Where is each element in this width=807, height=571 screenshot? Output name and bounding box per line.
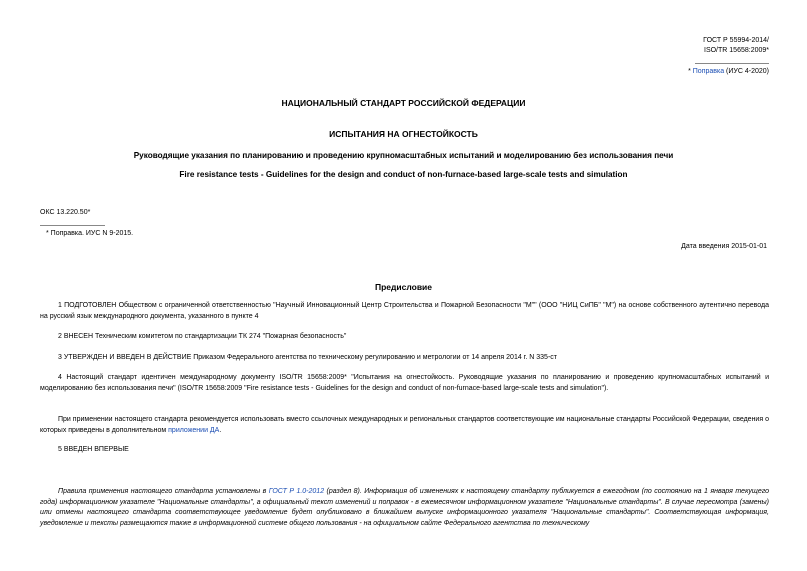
standard-code-gost: ГОСТ Р 55994-2014/ (703, 37, 769, 44)
amendment-link[interactable]: Поправка (692, 68, 725, 75)
foreword-paragraph-6: 5 ВВЕДЕН ВПЕРВЫЕ (58, 446, 129, 453)
foreword-paragraph-1: 1 ПОДГОТОВЛЕН Обществом с ограниченной ответственностью "Научный Инновационный Центр Строительства и Пожарной Безопасности "М"" (ООО "НИЦ СиПБ" "М") на основе собственного аутентично перевода на русский язык международного документа, указанного в пункте 4 (40, 302, 769, 320)
standard-code-iso: ISO/TR 15658:2009* (704, 47, 769, 54)
rules-text-b: (раздел 8). Информация об изменениях к настоящему стандарту публикуется в ежегодном (по состоянию на 1 января текущего года) информационном указателе "Национальные стандарты", а официальный текст изменений и поправок - в ежемесячном информационном указателе "Национальные стандарты". В случае пересмотра (замены) или отмены настоящего стандарта соответствующее уведомление будет опубликовано в ближайшем выпуске информационного указателя "Национальные стандарты". Соответствующая информация, уведомление и тексты размещаются также в информационной системе общего пользования - на официальном сайте Федерального агентства по техническому (40, 488, 769, 527)
foreword-paragraph-2: 2 ВНЕСЕН Техническим комитетом по стандартизации ТК 274 "Пожарная безопасность" (58, 333, 347, 340)
foreword-paragraph-4: 4 Настоящий стандарт идентичен международному документу ISO/TR 15658:2009* "Испытания на огнестойкость. Руководящие указания по планированию и проведению крупномасштабных испытаний и моделированию без использования печи" (ISO/TR 15658:2009 "Fire resistance tests - Guidelines for the design and conduct of non-furnace-based large-scale tests and simulation"). (40, 374, 769, 392)
gost-r-1-0-link[interactable]: ГОСТ Р 1.0-2012 (268, 488, 325, 495)
foreword-paragraph-3: 3 УТВЕРЖДЕН И ВВЕДЕН В ДЕЙСТВИЕ Приказом Федерального агентства по техническому регулированию и метрологии от 14 апреля 2014 г. N 335-ст (58, 354, 557, 361)
foreword-title: Предисловие (374, 282, 433, 292)
national-standard-heading: НАЦИОНАЛЬНЫЙ СТАНДАРТ РОССИЙСКОЙ ФЕДЕРАЦИИ (281, 98, 526, 108)
main-title-ru: ИСПЫТАНИЯ НА ОГНЕСТОЙКОСТЬ (329, 129, 478, 139)
paragraph-5-text: При применении настоящего стандарта рекомендуется использовать вместо ссылочных международных и региональных стандартов соответствующие им национальные стандарты Российской Федерации, сведения о которых приведены в дополнительном (40, 416, 769, 434)
introduction-date: Дата введения 2015-01-01 (681, 243, 767, 250)
oks-code: ОКС 13.220.50* (40, 209, 91, 216)
amendment-star: * (688, 68, 693, 75)
rules-text-a: Правила применения настоящего стандарта установлены в (58, 488, 269, 495)
subtitle-ru: Руководящие указания по планированию и проведению крупномасштабных испытаний и моделированию без использования печи (133, 151, 674, 160)
foreword-paragraph-5 (40, 415, 769, 436)
title-en: Fire resistance tests - Guidelines for the design and conduct of non-furnace-based large-scale tests and simulation (179, 170, 628, 179)
amendment-rest: (ИУС 4-2020) (724, 68, 769, 75)
amendment-note (688, 68, 769, 75)
paragraph-5-end: . (219, 426, 222, 434)
standard-code (703, 36, 769, 56)
footnote: * Поправка. ИУС N 9-2015. (46, 230, 134, 237)
amendment-divider (695, 63, 769, 64)
appendix-da-link[interactable]: приложении ДА (168, 426, 220, 434)
footnote-divider (40, 225, 105, 226)
application-rules-paragraph (40, 487, 769, 529)
